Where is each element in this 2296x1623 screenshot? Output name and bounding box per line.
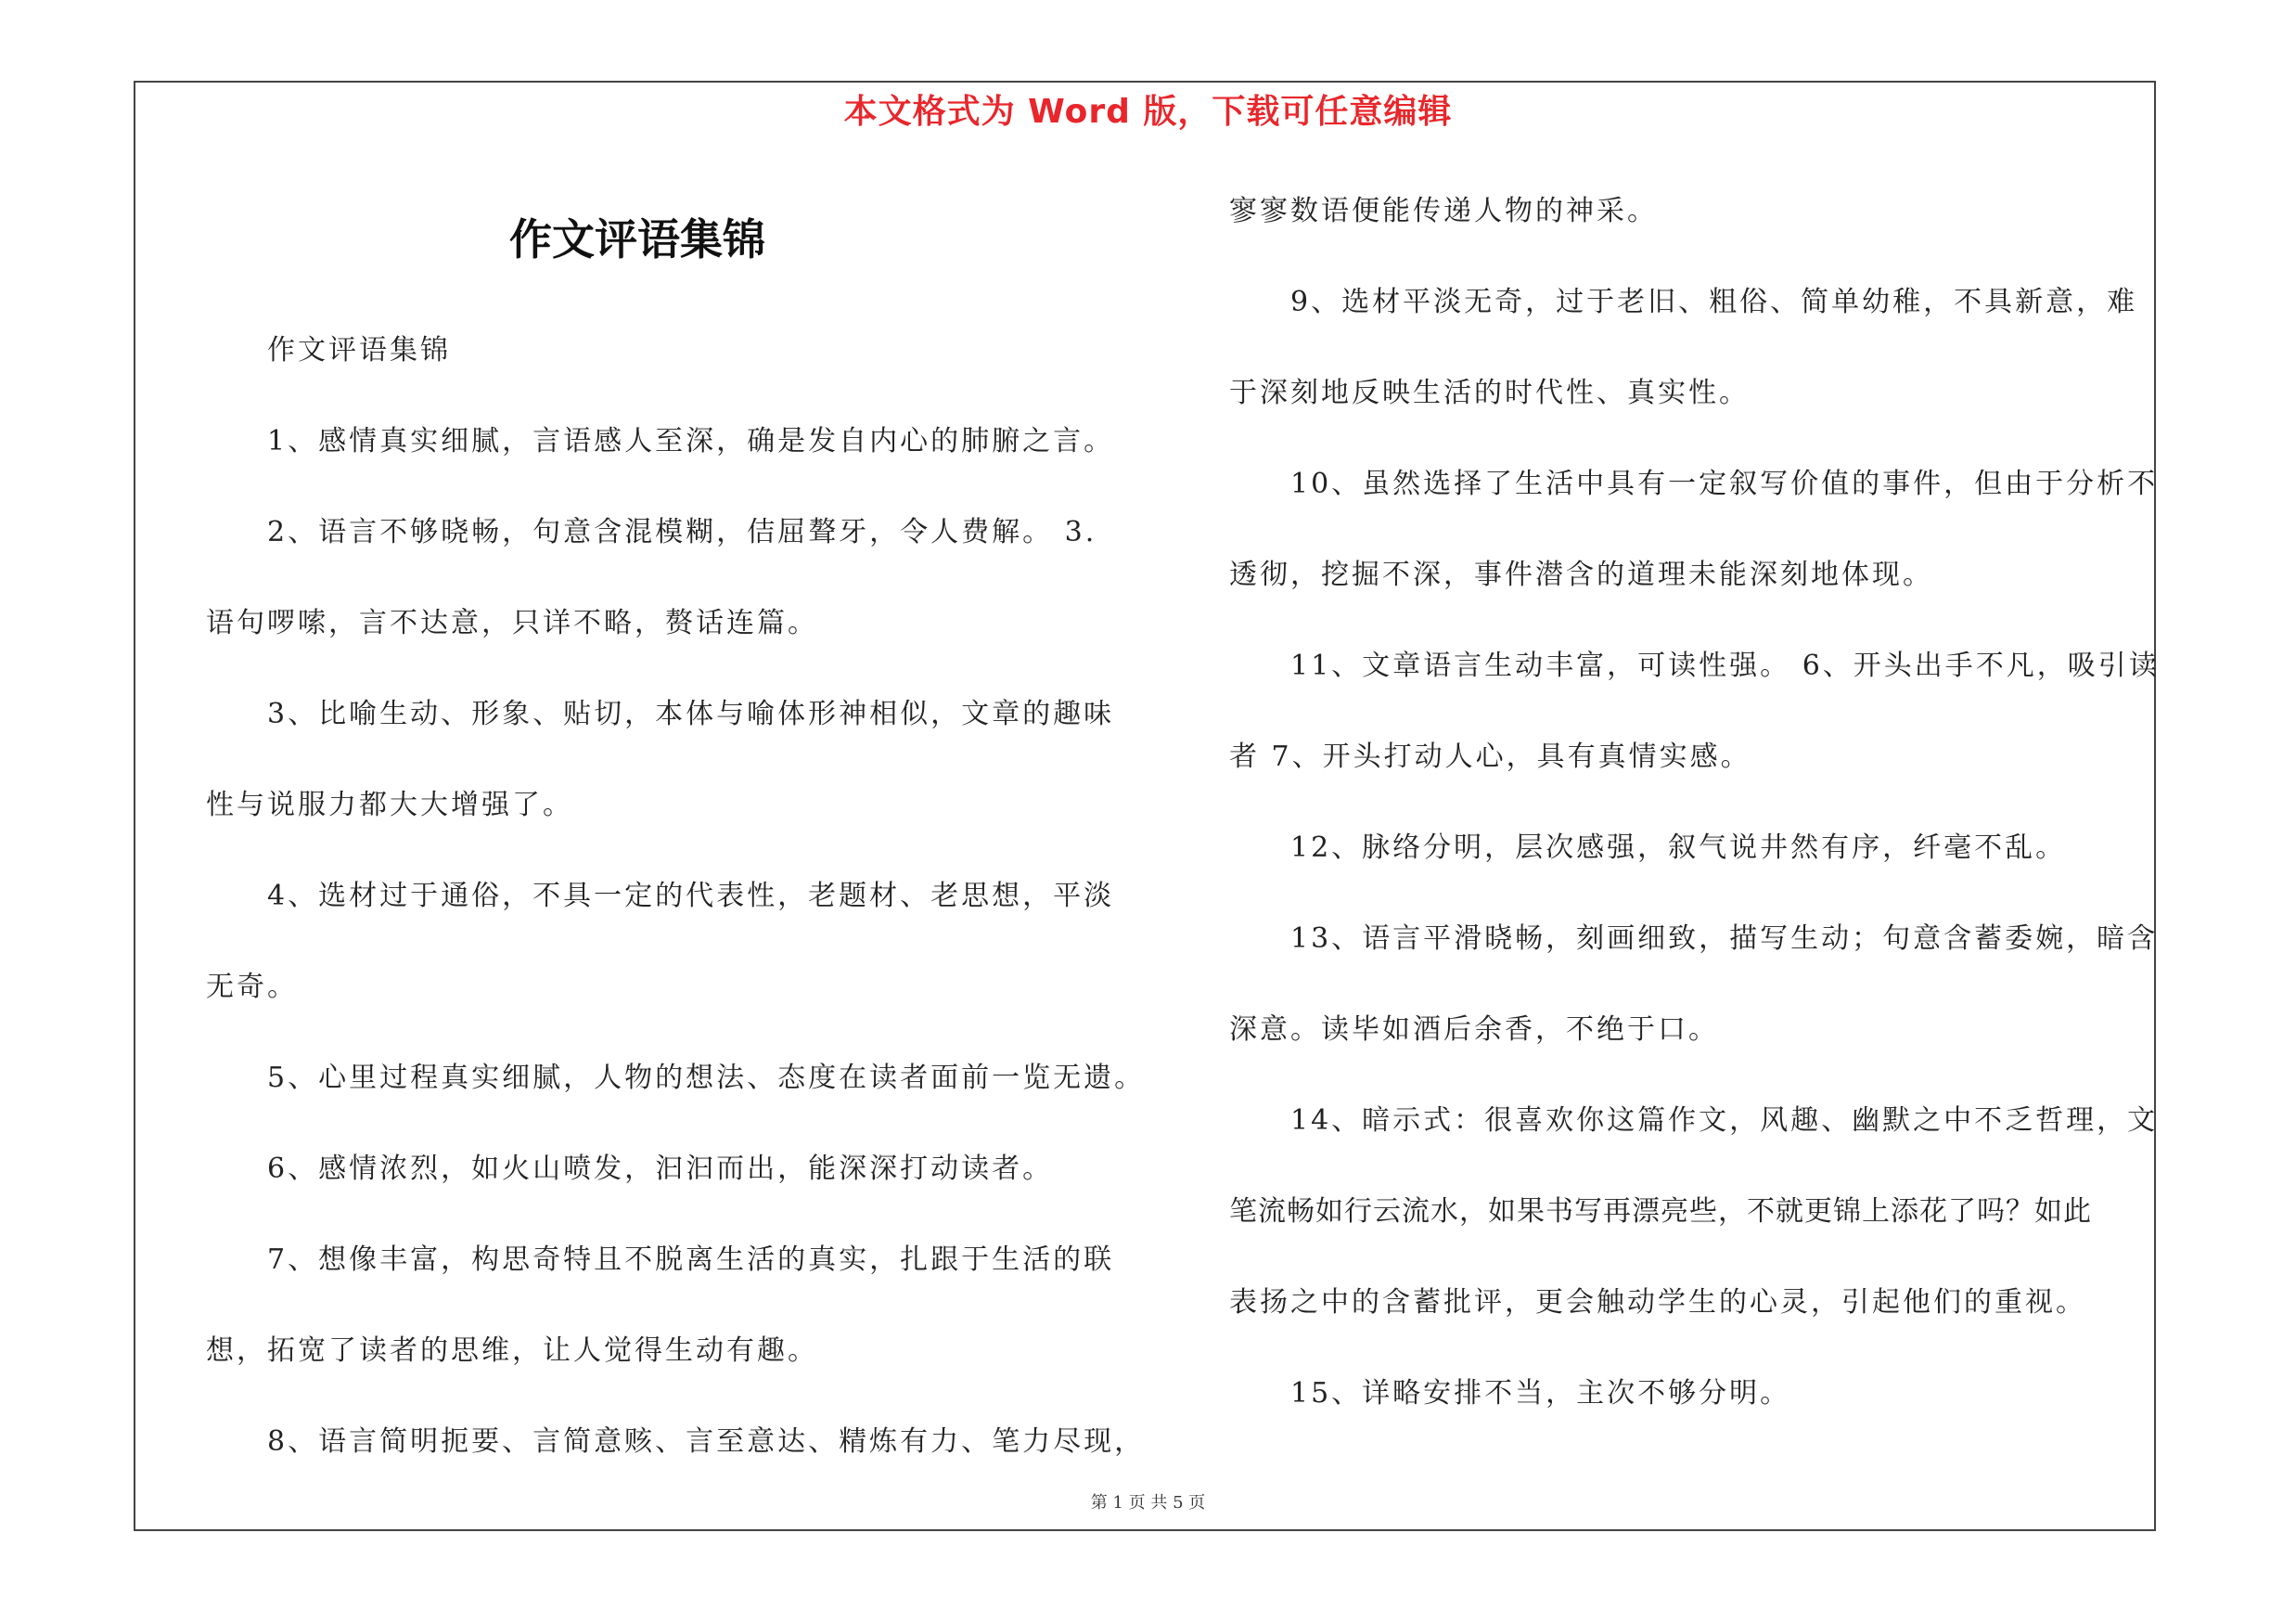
left-line-12: 8、语言简明扼要、言简意赅、言至意达、精炼有力、笔力尽现，: [267, 1425, 1146, 1458]
right-line-3: 10、虽然选择了生活中具有一定叙写价值的事件，但由于分析不: [1290, 468, 2159, 500]
left-line-9: 6、感情浓烈，如火山喷发，汩汩而出，能深深打动读者。: [267, 1153, 1054, 1185]
left-line-8: 5、心里过程真实细腻，人物的想法、态度在读者面前一览无遗。: [267, 1062, 1146, 1094]
left-line-10: 7、想像丰富，构思奇特且不脱离生活的真实，扎跟于生活的联: [267, 1243, 1115, 1276]
page-number-footer: 第 1 页 共 5 页: [1090, 1493, 1206, 1513]
left-line-6: 4、选材过于通俗，不具一定的代表性，老题材、老思想，平淡: [267, 880, 1115, 912]
right-line-1: 9、选材平淡无奇，过于老旧、粗俗、简单幼稚，不具新意，难: [1290, 286, 2138, 318]
right-line-13: 15、详略安排不当，主次不够分明。: [1290, 1377, 1791, 1410]
right-line-5: 11、文章语言生动丰富，可读性强。 6、开头出手不凡，吸引读: [1290, 650, 2160, 682]
right-line-11: 笔流畅如行云流水，如果书写再漂亮些，不就更锦上添花了吗？如此: [1229, 1195, 2092, 1228]
left-line-1: 1、感情真实细腻，言语感人至深，确是发自内心的肺腑之言。: [267, 425, 1115, 457]
left-line-0: 作文评语集锦: [267, 334, 451, 367]
left-line-11: 想，拓宽了读者的思维，让人觉得生动有趣。: [206, 1334, 818, 1367]
right-line-12: 表扬之中的含蓄批评，更会触动学生的心灵，引起他们的重视。: [1229, 1286, 2086, 1319]
right-line-6: 者 7、开头打动人心，具有真情实感。: [1229, 741, 1751, 773]
left-line-3: 语句啰嗦，言不达意，只详不略，赘话连篇。: [206, 607, 818, 639]
right-line-10: 14、暗示式：很喜欢你这篇作文，风趣、幽默之中不乏哲理，文: [1290, 1104, 2159, 1137]
right-line-8: 13、语言平滑晓畅，刻画细致，描写生动；句意含蓄委婉，暗含: [1290, 922, 2159, 955]
left-line-4: 3、比喻生动、形象、贴切，本体与喻体形神相似，文章的趣味: [267, 698, 1115, 730]
left-line-2: 2、语言不够晓畅，句意含混模糊，佶屈聱牙，令人费解。 3.: [267, 516, 1097, 548]
right-line-2: 于深刻地反映生活的时代性、真实性。: [1229, 377, 1750, 409]
right-line-9: 深意。读毕如酒后余香，不绝于口。: [1229, 1013, 1719, 1046]
left-line-5: 性与说服力都大大增强了。: [206, 789, 573, 821]
document-title: 作文评语集锦: [509, 214, 765, 264]
word-format-banner: 本文格式为 Word 版，下载可任意编辑: [843, 93, 1453, 131]
right-line-4: 透彻，挖掘不深，事件潜含的道理未能深刻地体现。: [1229, 559, 1933, 591]
right-line-7: 12、脉络分明，层次感强，叙气说井然有序，纤毫不乱。: [1290, 831, 2067, 864]
right-line-0: 寥寥数语便能传递人物的神采。: [1229, 195, 1658, 227]
left-line-7: 无奇。: [206, 971, 298, 1003]
